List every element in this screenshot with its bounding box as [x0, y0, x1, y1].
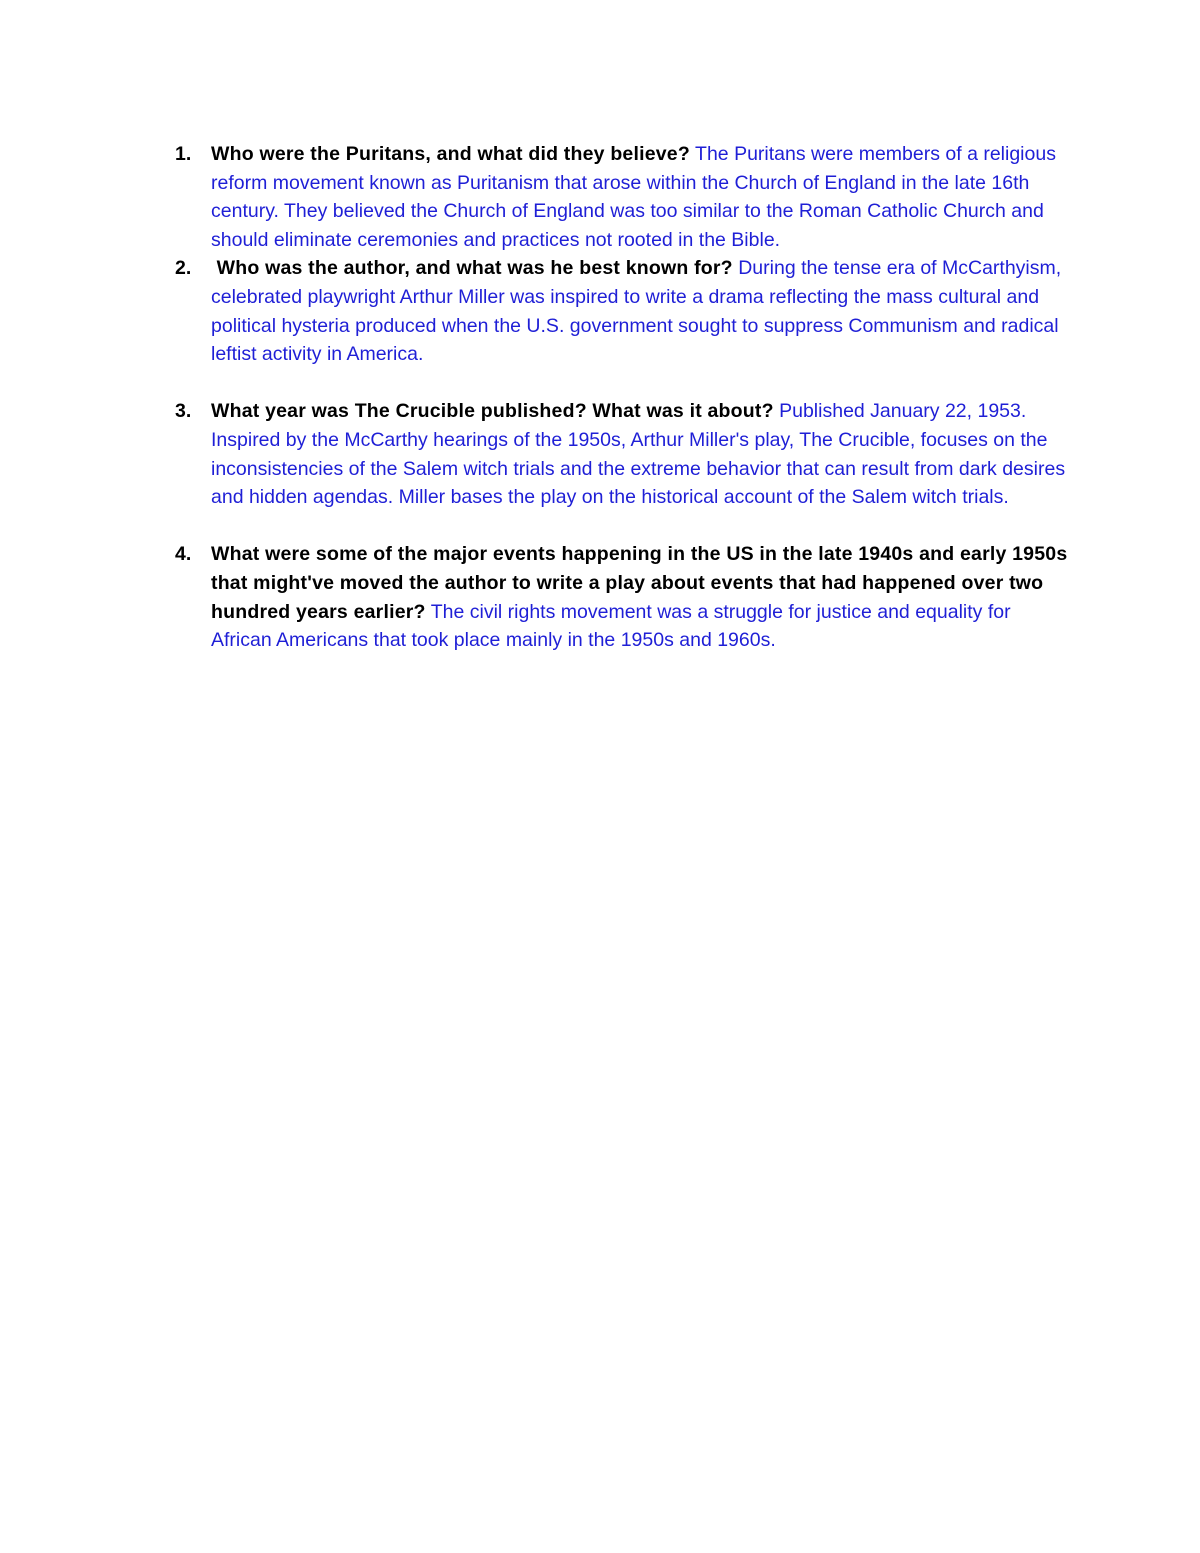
question-text: What year was The Crucible published? What was it about?	[211, 400, 774, 423]
answer-text: The Puritans were members of a religious reform movement known as Puritanism that arose within the Church of England in the late 16th century. They believed the Church of England was too similar to the Roman Catholic Church and should eliminate ceremonies and practices not rooted in the Bible.	[211, 143, 1056, 251]
list-item	[175, 540, 1075, 654]
question-text: Who were the Puritans, and what did they believe?	[211, 143, 690, 165]
item-number: 1.	[175, 143, 192, 165]
question-text: Who was the author, and what was he best known for?	[211, 257, 733, 280]
list-item	[175, 397, 1075, 511]
answer-text: The civil rights movement was a struggle for justice and equality for African Americans that took place mainly in the 1950s and 1960s.	[211, 600, 1011, 652]
item-number: 3.	[175, 400, 192, 423]
question-text: What were some of the major events happening in the US in the late 1940s and early 1950s that might've moved the author to write a play about events that had happened over two hundred years earlier?	[211, 543, 1068, 623]
question-list	[175, 140, 1075, 655]
list-item	[175, 140, 1075, 254]
item-number: 2.	[175, 257, 192, 280]
answer-text: Published January 22, 1953. Inspired by the McCarthy hearings of the 1950s, Arthur Miller's play, The Crucible, focuses on the inconsistencies of the Salem witch trials and the extreme behavior that can result from dark desires and hidden agendas. Miller bases the play on the historical account of the Salem witch trials.	[211, 400, 1066, 509]
list-item	[175, 254, 1075, 368]
answer-text: During the tense era of McCarthyism, celebrated playwright Arthur Miller was inspired to write a drama reflecting the mass cultural and political hysteria produced when the U.S. government sought to suppress Communism and radical leftist activity in America.	[211, 257, 1062, 366]
item-number: 4.	[175, 543, 192, 566]
